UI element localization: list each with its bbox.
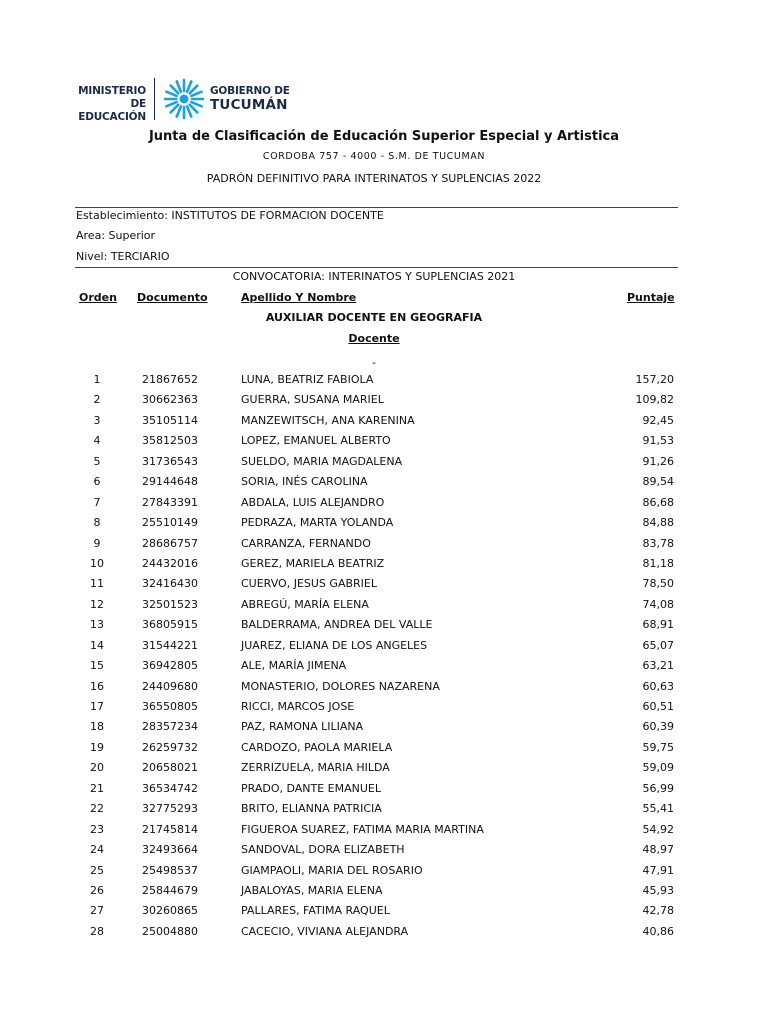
table-row <box>0 822 768 842</box>
cell-nombre: BRITO, ELIANNA PATRICIA <box>241 802 382 816</box>
table-row <box>0 740 768 760</box>
cell-documento: 36805915 <box>142 618 198 632</box>
cell-nombre: ZERRIZUELA, MARIA HILDA <box>241 761 390 775</box>
cell-puntaje: 60,63 <box>642 679 674 693</box>
header-logo <box>72 78 312 123</box>
cell-orden: 19 <box>90 740 104 754</box>
table-row <box>0 576 768 596</box>
table-row <box>0 474 768 494</box>
cell-documento: 28686757 <box>142 536 198 550</box>
cell-puntaje: 63,21 <box>642 659 674 673</box>
cell-puntaje: 42,78 <box>642 904 674 918</box>
cell-documento: 27843391 <box>142 495 198 509</box>
cell-puntaje: 92,45 <box>642 413 674 427</box>
table-row <box>0 842 768 862</box>
cell-nombre: ABREGÚ, MARÍA ELENA <box>241 597 369 611</box>
cell-nombre: PEDRAZA, MARTA YOLANDA <box>241 516 394 530</box>
cell-documento: 32416430 <box>142 577 198 591</box>
gov-line-1: GOBIERNO DE <box>210 85 290 97</box>
section-cargo: AUXILIAR DOCENTE EN GEOGRAFIA <box>265 311 483 324</box>
cell-puntaje: 45,93 <box>642 883 674 897</box>
cell-documento: 25510149 <box>142 516 198 530</box>
cell-puntaje: 81,18 <box>642 556 674 570</box>
cell-orden: 28 <box>90 924 104 938</box>
nivel: Nivel: TERCIARIO <box>76 250 170 263</box>
cell-orden: 4 <box>93 434 101 448</box>
table-row <box>0 433 768 453</box>
cell-puntaje: 40,86 <box>642 924 674 938</box>
ministry-line-2: EDUCACIÓN <box>78 111 146 123</box>
divider-middle <box>75 267 678 268</box>
cell-nombre: MANZEWITSCH, ANA KARENINA <box>241 413 415 427</box>
table-row <box>0 760 768 780</box>
table-row <box>0 801 768 821</box>
cell-nombre: SORIA, INÉS CAROLINA <box>241 475 368 489</box>
cell-nombre: CARRANZA, FERNANDO <box>241 536 371 550</box>
cell-orden: 12 <box>90 597 104 611</box>
table-row <box>0 536 768 556</box>
tucuman-sun-icon <box>163 78 205 120</box>
cell-puntaje: 59,75 <box>642 740 674 754</box>
cell-orden: 17 <box>90 700 104 713</box>
table-row <box>0 495 768 515</box>
cell-puntaje: 68,91 <box>642 618 674 632</box>
column-header-nombre: Apellido Y Nombre <box>241 291 357 304</box>
cell-puntaje: 47,91 <box>642 863 674 877</box>
cell-orden: 11 <box>90 577 104 591</box>
cell-nombre: PALLARES, FATIMA RAQUEL <box>241 904 390 918</box>
cell-orden: 20 <box>90 761 104 775</box>
cell-documento: 31736543 <box>142 454 198 468</box>
cell-puntaje: 59,09 <box>642 761 674 775</box>
column-header-orden: Orden <box>79 291 117 304</box>
cell-nombre: ABDALA, LUIS ALEJANDRO <box>241 495 385 509</box>
table-row <box>0 597 768 617</box>
cell-puntaje: 89,54 <box>642 475 674 489</box>
cell-orden: 3 <box>93 413 101 427</box>
table-row <box>0 454 768 474</box>
cell-nombre: ALE, MARÍA JIMENA <box>241 659 347 673</box>
table-row <box>0 903 768 923</box>
cell-puntaje: 48,97 <box>642 843 674 857</box>
cell-puntaje: 60,39 <box>642 720 674 734</box>
cell-orden: 26 <box>90 883 104 897</box>
cell-documento: 21867652 <box>142 373 198 386</box>
cell-nombre: JABALOYAS, MARIA ELENA <box>241 883 383 897</box>
cell-documento: 28357234 <box>142 720 198 734</box>
cell-documento: 24409680 <box>142 679 198 693</box>
divider-top <box>75 207 678 208</box>
convocatoria: CONVOCATORIA: INTERINATOS Y SUPLENCIAS 2021 <box>232 270 516 283</box>
table-row <box>0 699 768 719</box>
gov-line-2: TUCUMÁN <box>210 97 288 113</box>
cell-orden: 27 <box>90 904 104 918</box>
cell-nombre: GUERRA, SUSANA MARIEL <box>241 393 384 407</box>
establecimiento: Establecimiento: INSTITUTOS DE FORMACION DOCENTE <box>76 209 384 222</box>
cell-nombre: CUERVO, JESUS GABRIEL <box>241 577 377 591</box>
section-tipo: Docente <box>348 332 400 345</box>
ministry-logo-text <box>72 85 146 124</box>
table-row <box>0 638 768 658</box>
cell-nombre: LUNA, BEATRIZ FABIOLA <box>241 373 374 386</box>
column-header-documento: Documento <box>137 291 208 304</box>
cell-nombre: MONASTERIO, DOLORES NAZARENA <box>241 679 440 693</box>
cell-puntaje: 55,41 <box>642 802 674 816</box>
cell-orden: 24 <box>90 843 104 857</box>
column-header-puntaje: Puntaje <box>627 291 675 304</box>
padron-table <box>0 372 768 944</box>
address: CORDOBA 757 - 4000 - S.M. DE TUCUMAN <box>262 151 486 162</box>
table-row <box>0 863 768 883</box>
cell-documento: 20658021 <box>142 761 198 775</box>
logo-divider <box>154 78 155 120</box>
table-row <box>0 372 768 392</box>
ministry-line-1: MINISTERIO DE <box>78 85 146 110</box>
table-row <box>0 515 768 535</box>
cell-puntaje: 56,99 <box>642 781 674 795</box>
cell-nombre: CACECIO, VIVIANA ALEJANDRA <box>241 924 409 938</box>
cell-documento: 26259732 <box>142 740 198 754</box>
cell-documento: 24432016 <box>142 556 198 570</box>
table-row <box>0 924 768 944</box>
cell-orden: 6 <box>93 475 101 489</box>
cell-nombre: PAZ, RAMONA LILIANA <box>241 720 364 734</box>
cell-orden: 22 <box>90 802 104 816</box>
cell-documento: 35812503 <box>142 434 198 448</box>
cell-documento: 30662363 <box>142 393 198 407</box>
cell-puntaje: 91,53 <box>642 434 674 448</box>
cell-nombre: LOPEZ, EMANUEL ALBERTO <box>241 434 391 448</box>
table-row <box>0 658 768 678</box>
cell-documento: 31544221 <box>142 638 198 652</box>
cell-documento: 30260865 <box>142 904 198 918</box>
cell-documento: 25004880 <box>142 924 198 938</box>
table-row <box>0 392 768 412</box>
cell-nombre: RICCI, MARCOS JOSE <box>241 700 355 713</box>
table-row <box>0 617 768 637</box>
table-row <box>0 719 768 739</box>
cell-puntaje: 84,88 <box>642 516 674 530</box>
cell-orden: 13 <box>90 618 104 632</box>
cell-orden: 1 <box>93 373 101 386</box>
cell-puntaje: 54,92 <box>642 822 674 836</box>
cell-puntaje: 60,51 <box>642 700 674 713</box>
cell-puntaje: 109,82 <box>635 393 674 407</box>
cell-orden: 14 <box>90 638 104 652</box>
cell-orden: 10 <box>90 556 104 570</box>
cell-documento: 32775293 <box>142 802 198 816</box>
government-logo-text <box>210 84 290 112</box>
cell-puntaje: 91,26 <box>642 454 674 468</box>
cell-nombre: JUAREZ, ELIANA DE LOS ANGELES <box>241 638 428 652</box>
cell-nombre: FIGUEROA SUAREZ, FATIMA MARIA MARTINA <box>241 822 484 836</box>
cell-documento: 25498537 <box>142 863 198 877</box>
cell-documento: 32501523 <box>142 597 198 611</box>
cell-nombre: GIAMPAOLI, MARIA DEL ROSARIO <box>241 863 423 877</box>
cell-documento: 21745814 <box>142 822 198 836</box>
area: Area: Superior <box>76 229 156 242</box>
cell-orden: 5 <box>93 454 101 468</box>
cell-orden: 2 <box>93 393 101 407</box>
cell-nombre: GEREZ, MARIELA BEATRIZ <box>241 556 385 570</box>
cell-orden: 15 <box>90 659 104 673</box>
padron-heading: PADRÓN DEFINITIVO PARA INTERINATOS Y SUPLENCIAS 2022 <box>206 172 542 185</box>
section-dash: - <box>372 356 376 369</box>
cell-documento: 36534742 <box>142 781 198 795</box>
cell-documento: 35105114 <box>142 413 198 427</box>
cell-puntaje: 74,08 <box>642 597 674 611</box>
cell-nombre: SUELDO, MARIA MAGDALENA <box>241 454 403 468</box>
cell-orden: 25 <box>90 863 104 877</box>
cell-puntaje: 65,07 <box>642 638 674 652</box>
cell-orden: 7 <box>93 495 101 509</box>
table-row <box>0 883 768 903</box>
cell-orden: 21 <box>90 781 104 795</box>
cell-puntaje: 86,68 <box>642 495 674 509</box>
cell-documento: 32493664 <box>142 843 198 857</box>
cell-documento: 25844679 <box>142 883 198 897</box>
document-title: Junta de Clasificación de Educación Superior Especial y Artistica <box>148 129 620 144</box>
cell-nombre: BALDERRAMA, ANDREA DEL VALLE <box>241 618 433 632</box>
table-row <box>0 413 768 433</box>
cell-documento: 29144648 <box>142 475 198 489</box>
cell-nombre: CARDOZO, PAOLA MARIELA <box>241 740 393 754</box>
cell-puntaje: 78,50 <box>642 577 674 591</box>
cell-puntaje: 83,78 <box>642 536 674 550</box>
cell-puntaje: 157,20 <box>635 373 674 386</box>
cell-nombre: SANDOVAL, DORA ELIZABETH <box>241 843 405 857</box>
cell-nombre: PRADO, DANTE EMANUEL <box>241 781 381 795</box>
table-row <box>0 781 768 801</box>
table-row <box>0 679 768 699</box>
cell-orden: 23 <box>90 822 104 836</box>
cell-orden: 8 <box>93 516 101 530</box>
cell-orden: 9 <box>93 536 101 550</box>
cell-documento: 36550805 <box>142 700 198 713</box>
cell-orden: 16 <box>90 679 104 693</box>
cell-documento: 36942805 <box>142 659 198 673</box>
cell-orden: 18 <box>90 720 104 734</box>
table-row <box>0 556 768 576</box>
